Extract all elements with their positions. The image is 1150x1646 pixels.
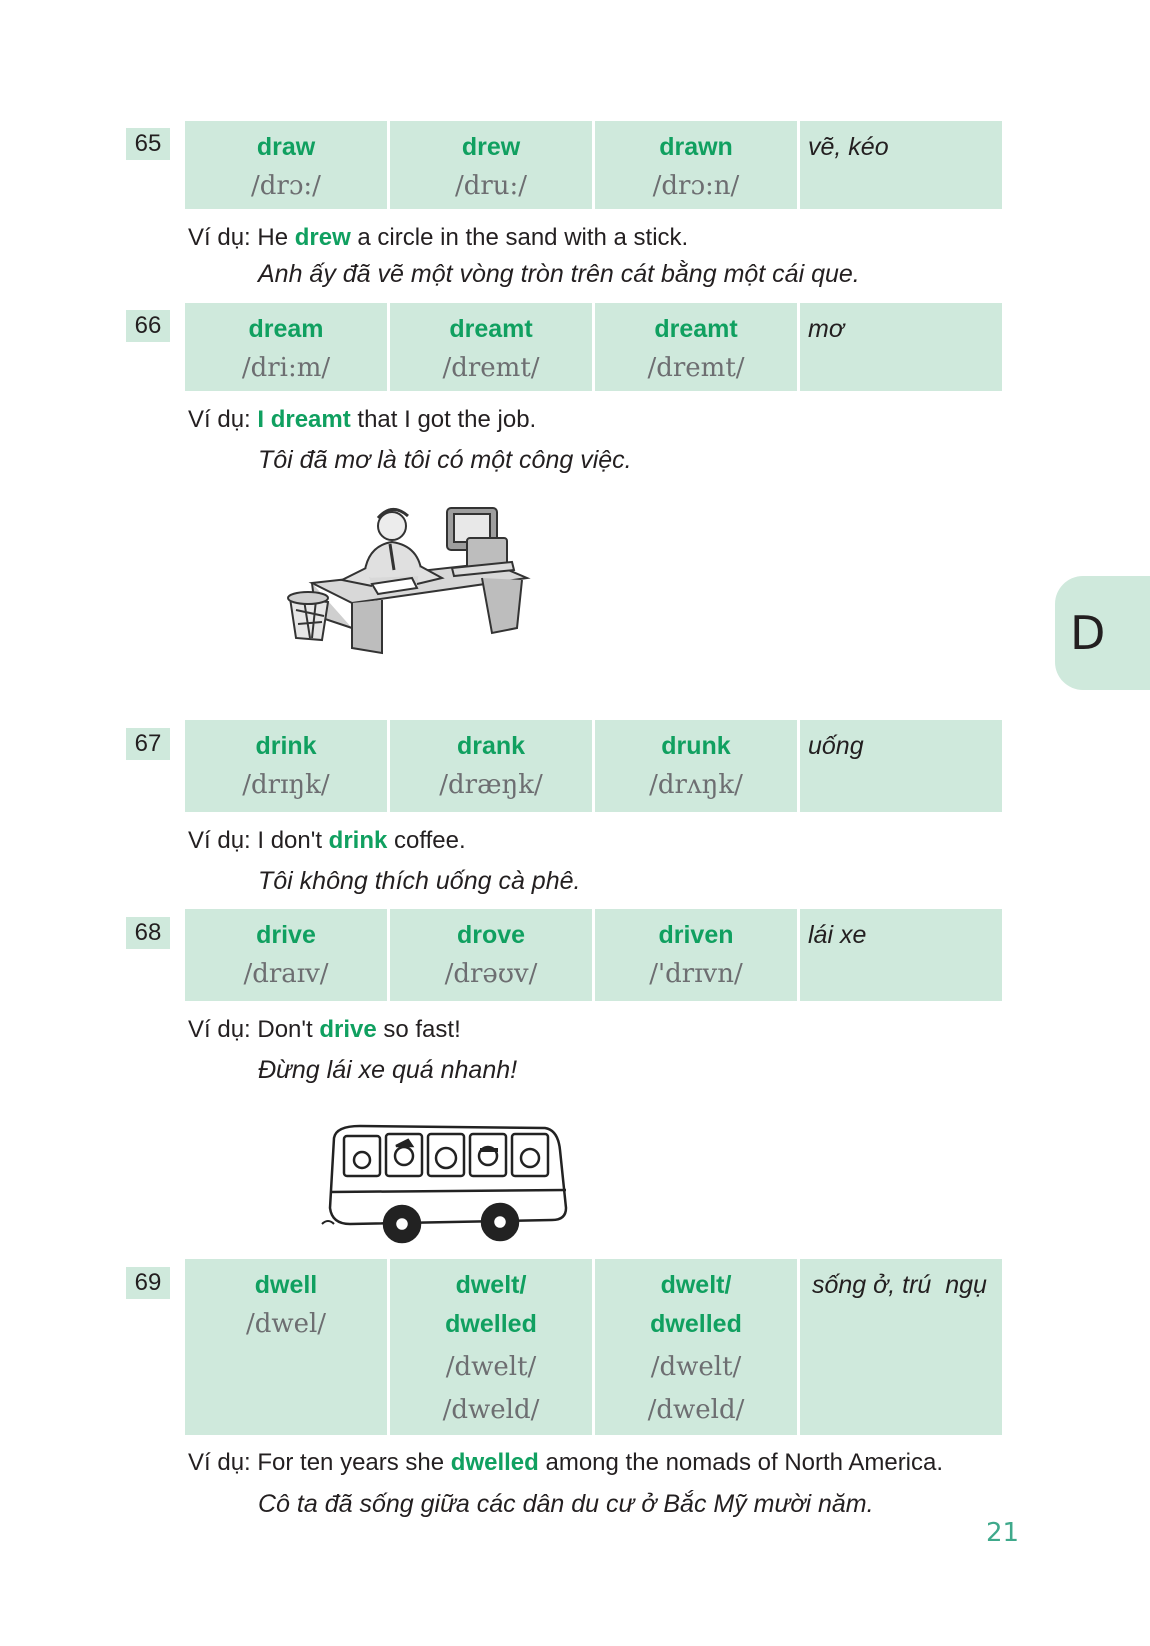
base-form: dwell xyxy=(254,1271,318,1299)
base-form: drive xyxy=(256,921,316,949)
example-highlight: drive xyxy=(319,1016,377,1043)
base-ipa: /dwel/ xyxy=(245,1309,327,1339)
base-form: drink xyxy=(255,732,317,760)
participle-ipa: /dremt/ xyxy=(647,353,745,383)
participle-ipa-alt: /dweld/ xyxy=(647,1395,745,1425)
past-form-cell xyxy=(390,1259,592,1435)
base-ipa: /drɪŋk/ xyxy=(242,770,330,800)
participle-form-cell xyxy=(595,909,797,1001)
past-form: dwelt/ xyxy=(455,1271,527,1299)
past-form-cell xyxy=(390,303,592,391)
past-form: drank xyxy=(456,732,526,760)
meaning: lái xe xyxy=(808,921,867,949)
participle-ipa: /drʌŋk/ xyxy=(649,770,743,800)
participle-form-cell xyxy=(595,303,797,391)
past-ipa-alt: /dweld/ xyxy=(442,1395,540,1425)
meaning: sống ở, trú ngụ xyxy=(812,1271,987,1299)
participle-ipa: /drɔ:n/ xyxy=(652,171,740,201)
meaning: uống xyxy=(808,732,864,760)
past-form-cell xyxy=(390,720,592,812)
entry-number: 65 xyxy=(126,128,170,160)
participle-form: dreamt xyxy=(654,315,738,343)
participle-form-cell xyxy=(595,720,797,812)
example-highlight: drew xyxy=(294,224,351,251)
participle-form-cell xyxy=(595,1259,797,1435)
past-ipa: /dru:/ xyxy=(454,171,528,201)
past-form: drove xyxy=(456,921,526,949)
verb-row-drive xyxy=(185,909,1002,1001)
section-tab xyxy=(1055,576,1150,690)
participle-form: dwelt/ xyxy=(660,1271,732,1299)
bus-illustration xyxy=(320,1120,570,1245)
participle-ipa: /dwelt/ xyxy=(650,1352,742,1382)
base-ipa: /dri:m/ xyxy=(241,353,331,383)
past-form-cell xyxy=(390,121,592,209)
participle-form: drunk xyxy=(661,732,731,760)
verb-row-draw xyxy=(185,121,1002,209)
entry-number: 69 xyxy=(126,1267,170,1299)
page-number: 21 xyxy=(986,1518,1020,1548)
meaning: mơ xyxy=(808,315,844,343)
example-translation: Anh ấy đã vẽ một vòng tròn trên cát bằng một cái que. xyxy=(258,260,860,288)
meaning-cell xyxy=(800,303,1002,391)
meaning-cell xyxy=(800,1259,1002,1435)
past-form-cell xyxy=(390,909,592,1001)
participle-form-alt: dwelled xyxy=(650,1310,742,1338)
meaning-cell xyxy=(800,720,1002,812)
entry-number: 67 xyxy=(126,728,170,760)
meaning-cell xyxy=(800,909,1002,1001)
past-form: dreamt xyxy=(449,315,533,343)
meaning: vẽ, kéo xyxy=(808,133,889,161)
example-translation: Đừng lái xe quá nhanh! xyxy=(258,1056,518,1084)
verb-row-drink xyxy=(185,720,1002,812)
meaning-cell xyxy=(800,121,1002,209)
base-form-cell xyxy=(185,720,387,812)
example-translation: Tôi không thích uống cà phê. xyxy=(258,867,581,895)
entry-number: 66 xyxy=(126,310,170,342)
past-ipa: /dræŋk/ xyxy=(439,770,543,800)
example-sentence: Ví dụ: For ten years she dwelled among the nomads of North America. xyxy=(188,1449,944,1476)
participle-form-cell xyxy=(595,121,797,209)
example-sentence: Ví dụ: I don't drink coffee. xyxy=(188,827,466,854)
example-highlight: dwelled xyxy=(450,1449,539,1476)
past-ipa: /dwelt/ xyxy=(445,1352,537,1382)
office-worker-illustration xyxy=(282,498,542,658)
section-letter: D xyxy=(1070,606,1106,660)
participle-ipa: /'drɪvn/ xyxy=(649,959,743,989)
base-ipa: /drɔ:/ xyxy=(251,171,321,201)
entry-number: 68 xyxy=(126,917,170,949)
past-form-alt: dwelled xyxy=(445,1310,537,1338)
base-form-cell xyxy=(185,303,387,391)
participle-form: drawn xyxy=(659,133,733,161)
past-ipa: /dremt/ xyxy=(442,353,540,383)
base-form-cell xyxy=(185,1259,387,1435)
base-form-cell xyxy=(185,909,387,1001)
example-translation: Tôi đã mơ là tôi có một công việc. xyxy=(258,446,632,474)
example-highlight: drink xyxy=(328,827,388,854)
example-sentence: Ví dụ: He drew a circle in the sand with a stick. xyxy=(188,224,689,251)
past-form: drew xyxy=(461,133,521,161)
participle-form: driven xyxy=(658,921,734,949)
verb-row-dwell xyxy=(185,1259,1002,1435)
base-form: draw xyxy=(256,133,316,161)
base-ipa: /draɪv/ xyxy=(243,959,329,989)
verb-row-dream xyxy=(185,303,1002,391)
example-sentence: Ví dụ: I dreamt that I got the job. xyxy=(188,406,537,433)
example-highlight: I dreamt xyxy=(257,406,351,433)
example-translation: Cô ta đã sống giữa các dân du cư ở Bắc Mỹ mười năm. xyxy=(258,1490,874,1518)
past-ipa: /drəʊv/ xyxy=(444,959,538,989)
base-form-cell xyxy=(185,121,387,209)
base-form: dream xyxy=(248,315,324,343)
example-sentence: Ví dụ: Don't drive so fast! xyxy=(188,1016,461,1043)
